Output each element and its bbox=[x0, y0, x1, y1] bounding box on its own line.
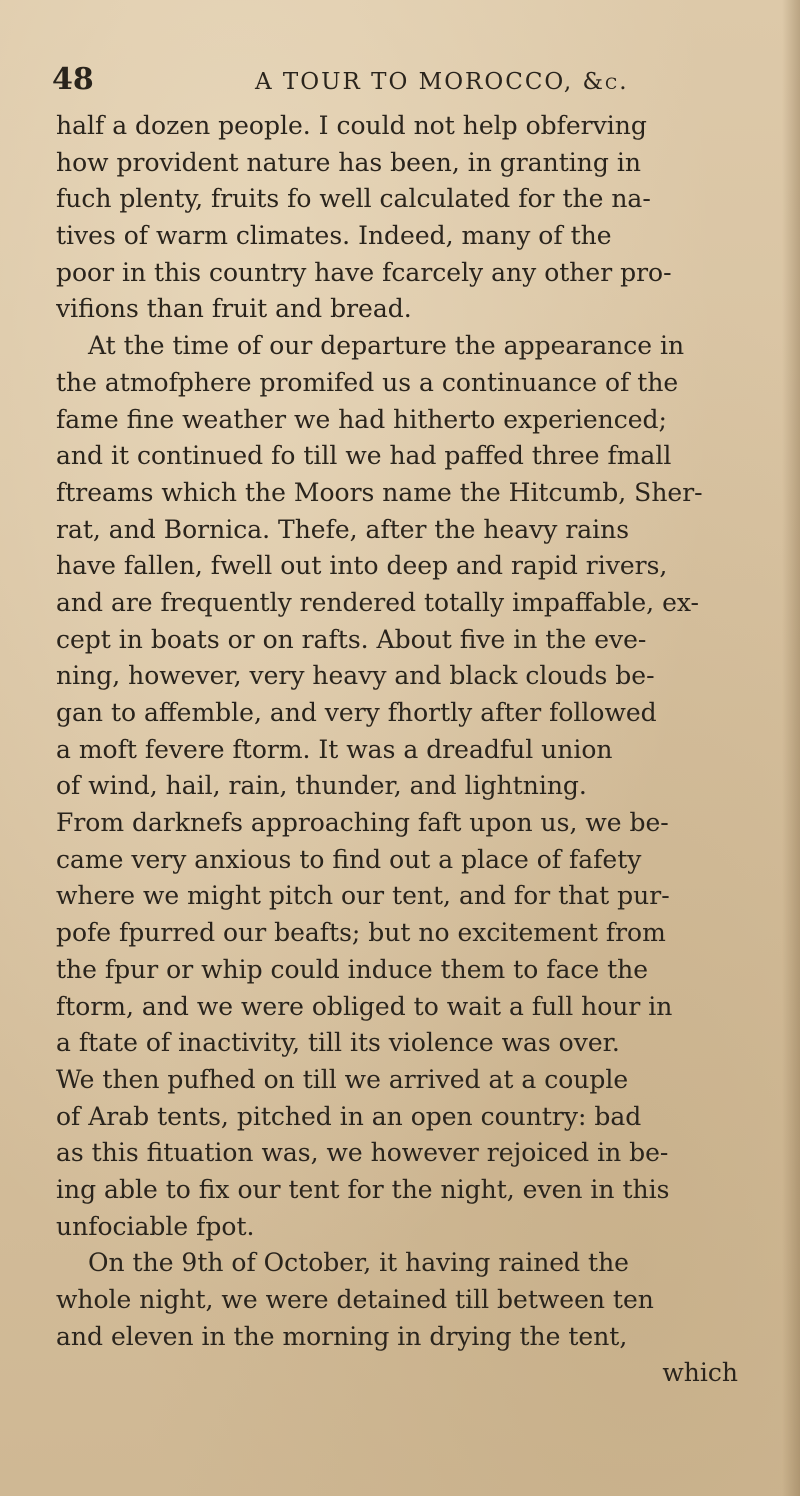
text-line: as this fituation was, we however rejoiced in be- bbox=[56, 1138, 669, 1168]
text-line: ftorm, and we were obliged to wait a full hour in bbox=[56, 991, 673, 1021]
body-text bbox=[56, 108, 796, 1392]
text-line: From darknefs approaching faft upon us, we be- bbox=[56, 808, 669, 838]
text-line: of Arab tents, pitched in an open country: bad bbox=[56, 1101, 642, 1131]
text-line: have fallen, fwell out into deep and rapid rivers, bbox=[56, 551, 668, 581]
text-line: half a dozen people. I could not help obferving bbox=[56, 111, 647, 140]
text-line: vifions than fruit and bread. bbox=[56, 294, 412, 324]
text-line: whole night, we were detained till between ten bbox=[56, 1285, 654, 1314]
text-line: which bbox=[662, 1358, 738, 1388]
text-line: of wind, hail, rain, thunder, and lightning. bbox=[56, 771, 587, 801]
text-line: a moft fevere ftorm. It was a dreadful union bbox=[56, 734, 613, 764]
text-line: unfociable fpot. bbox=[56, 1211, 255, 1241]
text-line: pofe fpurred our beafts; but no excitement from bbox=[56, 918, 666, 948]
text-line: fuch plenty, fruits fo well calculated for the na- bbox=[56, 184, 651, 214]
text-line: rat, and Bornica. Thefe, after the heavy rains bbox=[56, 514, 630, 544]
text-line: ftreams which the Moors name the Hitcumb, Sher- bbox=[56, 477, 703, 507]
text-line: gan to affemble, and very fhortly after followed bbox=[56, 698, 657, 727]
text-line: At the time of our departure the appearance in bbox=[88, 331, 685, 361]
text-line: and are frequently rendered totally impaffable, ex- bbox=[56, 587, 699, 617]
text-line: cept in boats or on rafts. About five in the eve- bbox=[56, 624, 647, 654]
running-title: A TOUR TO MOROCCO, &c. bbox=[255, 69, 629, 95]
text-line: poor in this country have fcarcely any other pro- bbox=[56, 257, 672, 287]
text-line: and it continued fo till we had paffed three fmall bbox=[56, 441, 672, 471]
text-line: the fpur or whip could induce them to face the bbox=[56, 954, 649, 984]
page-number: 48 bbox=[52, 62, 94, 97]
text-line: ning, however, very heavy and black clouds be- bbox=[56, 661, 655, 691]
text-line: a ftate of inactivity, till its violence was over. bbox=[56, 1028, 620, 1058]
running-head bbox=[0, 60, 800, 100]
text-line: and eleven in the morning in drying the tent, bbox=[56, 1321, 628, 1351]
text-line: On the 9th of October, it having rained the bbox=[88, 1248, 629, 1278]
text-line: fame fine weather we had hitherto experienced; bbox=[56, 404, 667, 434]
text-line: came very anxious to find out a place of fafety bbox=[56, 844, 642, 874]
text-line: ing able to fix our tent for the night, even in this bbox=[56, 1174, 670, 1204]
text-line: where we might pitch our tent, and for that pur- bbox=[56, 881, 670, 911]
text-line: the atmofphere promifed us a continuance of the bbox=[56, 367, 679, 397]
text-line: how provident nature has been, in granting in bbox=[56, 147, 641, 177]
text-line: We then pufhed on till we arrived at a couple bbox=[56, 1064, 629, 1094]
text-line: tives of warm climates. Indeed, many of the bbox=[56, 221, 612, 251]
